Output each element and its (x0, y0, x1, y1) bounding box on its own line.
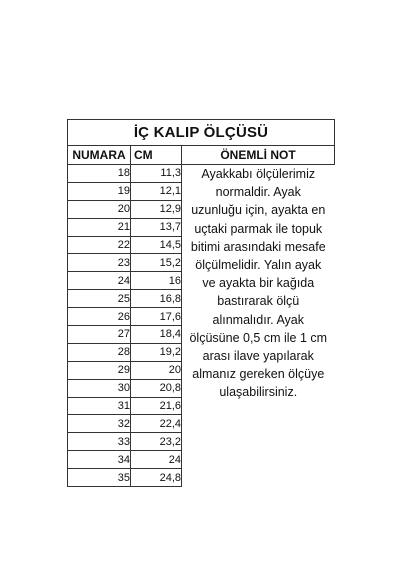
cm-cell: 11,3 (131, 165, 182, 183)
cm-cell: 12,9 (131, 200, 182, 218)
important-note (182, 165, 335, 487)
cm-column-header: CM (131, 146, 182, 165)
size-cell: 23 (68, 254, 131, 272)
cm-cell: 22,4 (131, 415, 182, 433)
note-line: uzunluğu için, ayakta en (191, 203, 326, 218)
cm-cell: 19,2 (131, 343, 182, 361)
size-cell: 27 (68, 326, 131, 344)
size-cell: 20 (68, 200, 131, 218)
cm-cell: 13,7 (131, 218, 182, 236)
note-line: bastırarak ölçü (217, 294, 300, 309)
note-line: ölçüsüne 0,5 cm ile 1 cm (189, 330, 328, 345)
size-cell: 31 (68, 397, 131, 415)
cm-cell: 20,8 (131, 379, 182, 397)
size-cell: 21 (68, 218, 131, 236)
note-line: ve ayakta bir kağıda (202, 276, 315, 291)
size-cell: 28 (68, 343, 131, 361)
cm-cell: 24,8 (131, 469, 182, 487)
note-line: almanız gereken ölçüye (192, 367, 325, 382)
note-line: arası ilave yapılarak (202, 349, 314, 364)
note-line: alınmalıdır. Ayak (212, 312, 305, 327)
cm-cell: 16 (131, 272, 182, 290)
chart-title: İÇ KALIP ÖLÇÜSÜ (68, 120, 335, 146)
note-line: ulaşabilirsiniz. (219, 385, 298, 400)
cm-cell: 14,5 (131, 236, 182, 254)
title-row (68, 120, 335, 146)
note-line: normaldir. Ayak (215, 185, 301, 200)
size-cell: 18 (68, 165, 131, 183)
cm-cell: 17,6 (131, 308, 182, 326)
cm-cell: 21,6 (131, 397, 182, 415)
note-line: uçtaki parmak ile topuk (194, 221, 323, 236)
size-cell: 35 (68, 469, 131, 487)
size-cell: 24 (68, 272, 131, 290)
size-chart-table (67, 119, 335, 487)
note-line: Ayakkabı ölçülerimiz (201, 167, 316, 181)
size-cell: 29 (68, 361, 131, 379)
header-row (68, 146, 335, 165)
note-column-header: ÖNEMLİ NOT (182, 146, 335, 165)
size-cell: 34 (68, 451, 131, 469)
note-line: ölçülmelidir. Yalın ayak (195, 258, 322, 273)
size-column-header: NUMARA (68, 146, 131, 165)
table-row (68, 165, 335, 183)
cm-cell: 16,8 (131, 290, 182, 308)
size-cell: 22 (68, 236, 131, 254)
size-rows (68, 165, 335, 487)
size-cell: 19 (68, 182, 131, 200)
note-line: bitimi arasındaki mesafe (190, 239, 326, 254)
cm-cell: 12,1 (131, 182, 182, 200)
size-cell: 30 (68, 379, 131, 397)
cm-cell: 18,4 (131, 326, 182, 344)
size-cell: 32 (68, 415, 131, 433)
cm-cell: 15,2 (131, 254, 182, 272)
cm-cell: 20 (131, 361, 182, 379)
cm-cell: 23,2 (131, 433, 182, 451)
size-cell: 25 (68, 290, 131, 308)
cm-cell: 24 (131, 451, 182, 469)
size-cell: 33 (68, 433, 131, 451)
size-cell: 26 (68, 308, 131, 326)
